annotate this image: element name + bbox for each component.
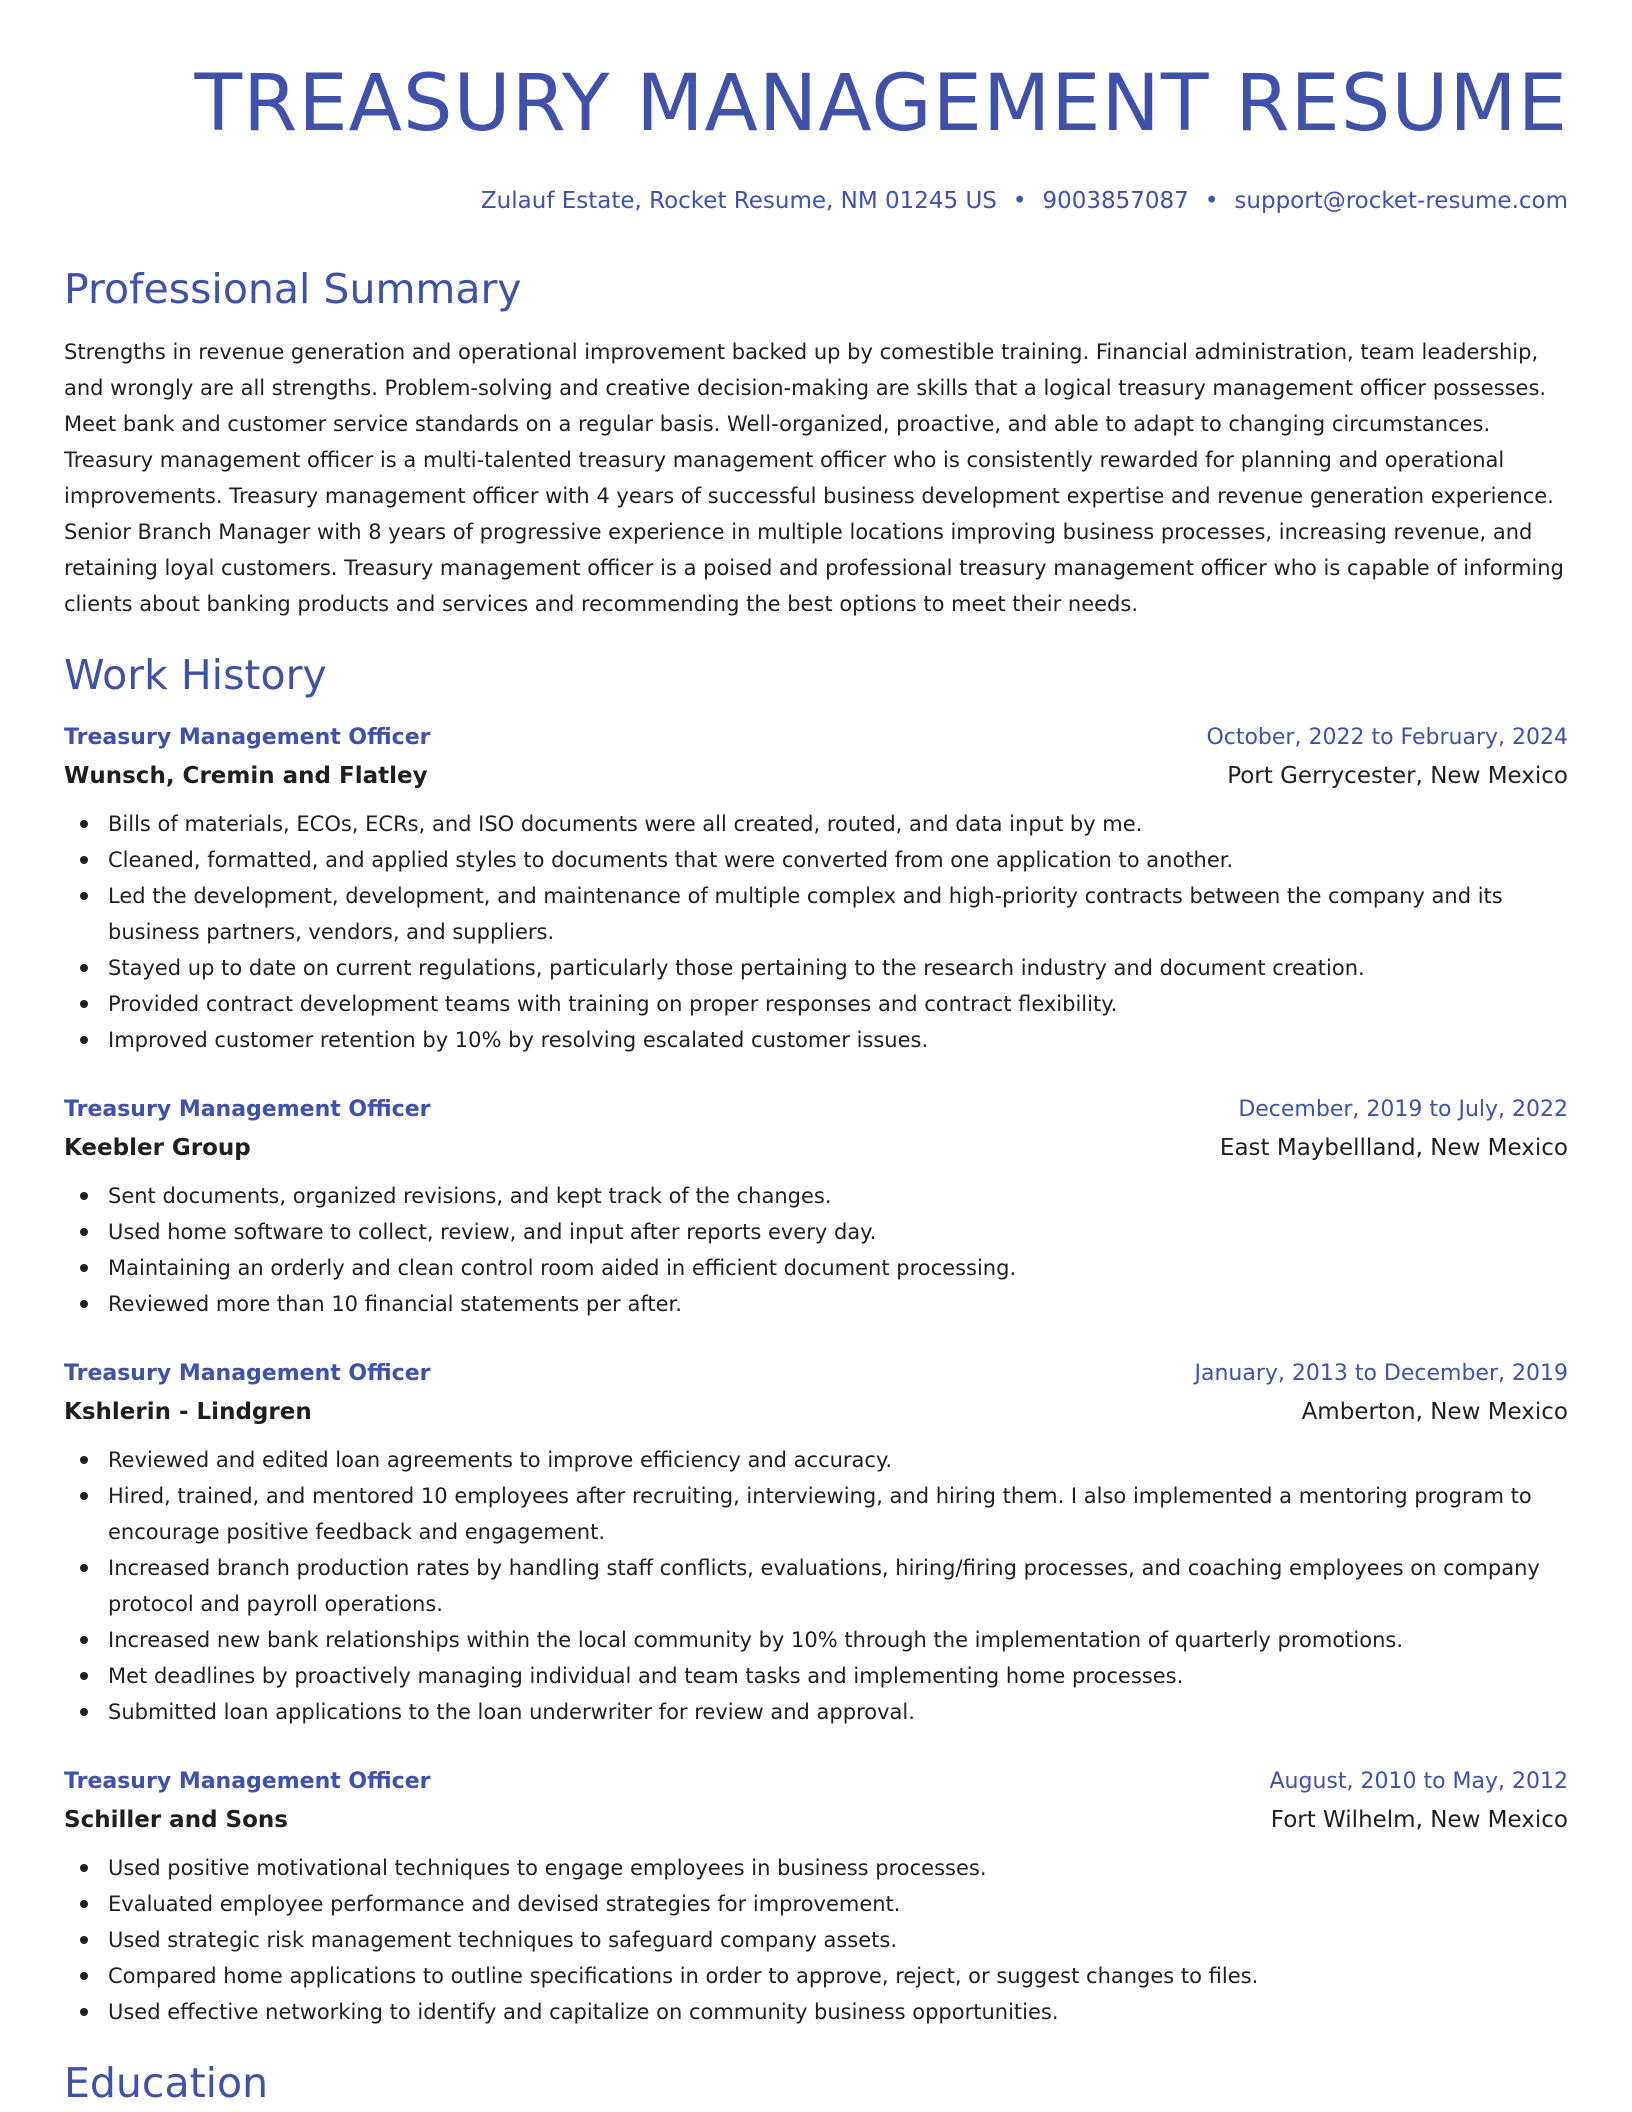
separator-dot: • bbox=[1204, 188, 1219, 214]
work-history-list bbox=[64, 720, 1568, 2030]
job-dates: October, 2022 to February, 2024 bbox=[1206, 725, 1568, 750]
address: Zulauf Estate, Rocket Resume, NM 01245 US bbox=[480, 188, 997, 214]
contact-line bbox=[64, 186, 1568, 216]
job-location: Fort Wilhelm, New Mexico bbox=[1270, 1807, 1568, 1833]
job-bullet: Used positive motivational techniques to engage employees in business processes. bbox=[64, 1850, 1568, 1886]
job-entry bbox=[64, 720, 1568, 1058]
job-employer-row bbox=[64, 1392, 1568, 1432]
job-bullet: Increased new bank relationships within the local community by 10% through the implementation of quarterly promotions. bbox=[64, 1622, 1568, 1658]
job-dates: January, 2013 to December, 2019 bbox=[1194, 1361, 1568, 1386]
education-heading: Education bbox=[64, 2059, 269, 2107]
job-bullet: Provided contract development teams with training on proper responses and contract flexibility. bbox=[64, 986, 1568, 1022]
job-employer: Schiller and Sons bbox=[64, 1807, 288, 1833]
job-dates: August, 2010 to May, 2012 bbox=[1269, 1769, 1568, 1794]
phone: 9003857087 bbox=[1042, 188, 1189, 214]
job-header-row bbox=[64, 1092, 1568, 1128]
work-history-heading: Work History bbox=[64, 651, 327, 699]
job-bullet: Maintaining an orderly and clean control room aided in efficient document processing. bbox=[64, 1250, 1568, 1286]
job-entry bbox=[64, 1356, 1568, 1730]
job-bullets bbox=[64, 1850, 1568, 2030]
job-location: Amberton, New Mexico bbox=[1301, 1399, 1568, 1425]
resume-title: TREASURY MANAGEMENT RESUME bbox=[194, 59, 1568, 149]
job-bullet: Submitted loan applications to the loan underwriter for review and approval. bbox=[64, 1694, 1568, 1730]
job-employer-row bbox=[64, 1800, 1568, 1840]
job-bullet: Used effective networking to identify and capitalize on community business opportunities. bbox=[64, 1994, 1568, 2030]
job-bullet: Reviewed and edited loan agreements to improve efficiency and accuracy. bbox=[64, 1442, 1568, 1478]
job-dates: December, 2019 to July, 2022 bbox=[1238, 1097, 1568, 1122]
job-entry bbox=[64, 1092, 1568, 1322]
job-bullet: Bills of materials, ECOs, ECRs, and ISO documents were all created, routed, and data input by me. bbox=[64, 806, 1568, 842]
job-bullets bbox=[64, 1178, 1568, 1322]
job-bullets bbox=[64, 1442, 1568, 1730]
job-entry bbox=[64, 1764, 1568, 2030]
job-title: Treasury Management Officer bbox=[64, 1769, 431, 1794]
job-location: Port Gerrycester, New Mexico bbox=[1227, 763, 1568, 789]
job-bullet: Used home software to collect, review, and input after reports every day. bbox=[64, 1214, 1568, 1250]
job-employer-row bbox=[64, 756, 1568, 796]
job-bullet: Cleaned, formatted, and applied styles to documents that were converted from one application to another. bbox=[64, 842, 1568, 878]
job-title: Treasury Management Officer bbox=[64, 725, 431, 750]
job-bullet: Compared home applications to outline specifications in order to approve, reject, or suggest changes to files. bbox=[64, 1958, 1568, 1994]
job-bullet: Improved customer retention by 10% by resolving escalated customer issues. bbox=[64, 1022, 1568, 1058]
job-employer: Wunsch, Cremin and Flatley bbox=[64, 763, 428, 789]
job-header-row bbox=[64, 1764, 1568, 1800]
job-header-row bbox=[64, 720, 1568, 756]
summary-text: Strengths in revenue generation and operational improvement backed up by comestible training. Financial administration, team leadership, and wrongly are all strengths. Problem-solving and creative decision-making are skills that a logical treasury management officer possesses. Meet bank and customer service standards on a regular basis. Well-organized, proactive, and able to adapt to changing circumstances. Treasury management officer is a multi-talented treasury management officer who is consistently rewarded for planning and operational improvements. Treasury management officer with 4 years of successful business development expertise and revenue generation experience. Senior Branch Manager with 8 years of progressive experience in multiple locations improving business processes, increasing revenue, and retaining loyal customers. Treasury management officer is a poised and professional treasury management officer who is capable of informing clients about banking products and services and recommending the best options to meet their needs. bbox=[64, 340, 1564, 616]
job-bullet: Met deadlines by proactively managing individual and team tasks and implementing home processes. bbox=[64, 1658, 1568, 1694]
job-bullet: Led the development, development, and maintenance of multiple complex and high-priority contracts between the company and its business partners, vendors, and suppliers. bbox=[64, 878, 1568, 950]
job-bullet: Hired, trained, and mentored 10 employees after recruiting, interviewing, and hiring them. I also implemented a mentoring program to encourage positive feedback and engagement. bbox=[64, 1478, 1568, 1550]
job-location: East Maybellland, New Mexico bbox=[1219, 1135, 1568, 1161]
separator-dot: • bbox=[1012, 188, 1027, 214]
job-bullets bbox=[64, 806, 1568, 1058]
email: support@rocket-resume.com bbox=[1234, 188, 1568, 214]
job-title: Treasury Management Officer bbox=[64, 1097, 431, 1122]
job-employer: Keebler Group bbox=[64, 1135, 251, 1161]
resume-page bbox=[64, 0, 1568, 2112]
job-header-row bbox=[64, 1356, 1568, 1392]
job-bullet: Used strategic risk management techniques to safeguard company assets. bbox=[64, 1922, 1568, 1958]
job-employer: Kshlerin - Lindgren bbox=[64, 1399, 312, 1425]
job-bullet: Stayed up to date on current regulations, particularly those pertaining to the research industry and document creation. bbox=[64, 950, 1568, 986]
job-employer-row bbox=[64, 1128, 1568, 1168]
job-bullet: Increased branch production rates by handling staff conflicts, evaluations, hiring/firing processes, and coaching employees on company protocol and payroll operations. bbox=[64, 1550, 1568, 1622]
job-bullet: Evaluated employee performance and devised strategies for improvement. bbox=[64, 1886, 1568, 1922]
job-title: Treasury Management Officer bbox=[64, 1361, 431, 1386]
job-bullet: Reviewed more than 10 financial statements per after. bbox=[64, 1286, 1568, 1322]
summary-heading: Professional Summary bbox=[64, 265, 522, 313]
job-bullet: Sent documents, organized revisions, and kept track of the changes. bbox=[64, 1178, 1568, 1214]
